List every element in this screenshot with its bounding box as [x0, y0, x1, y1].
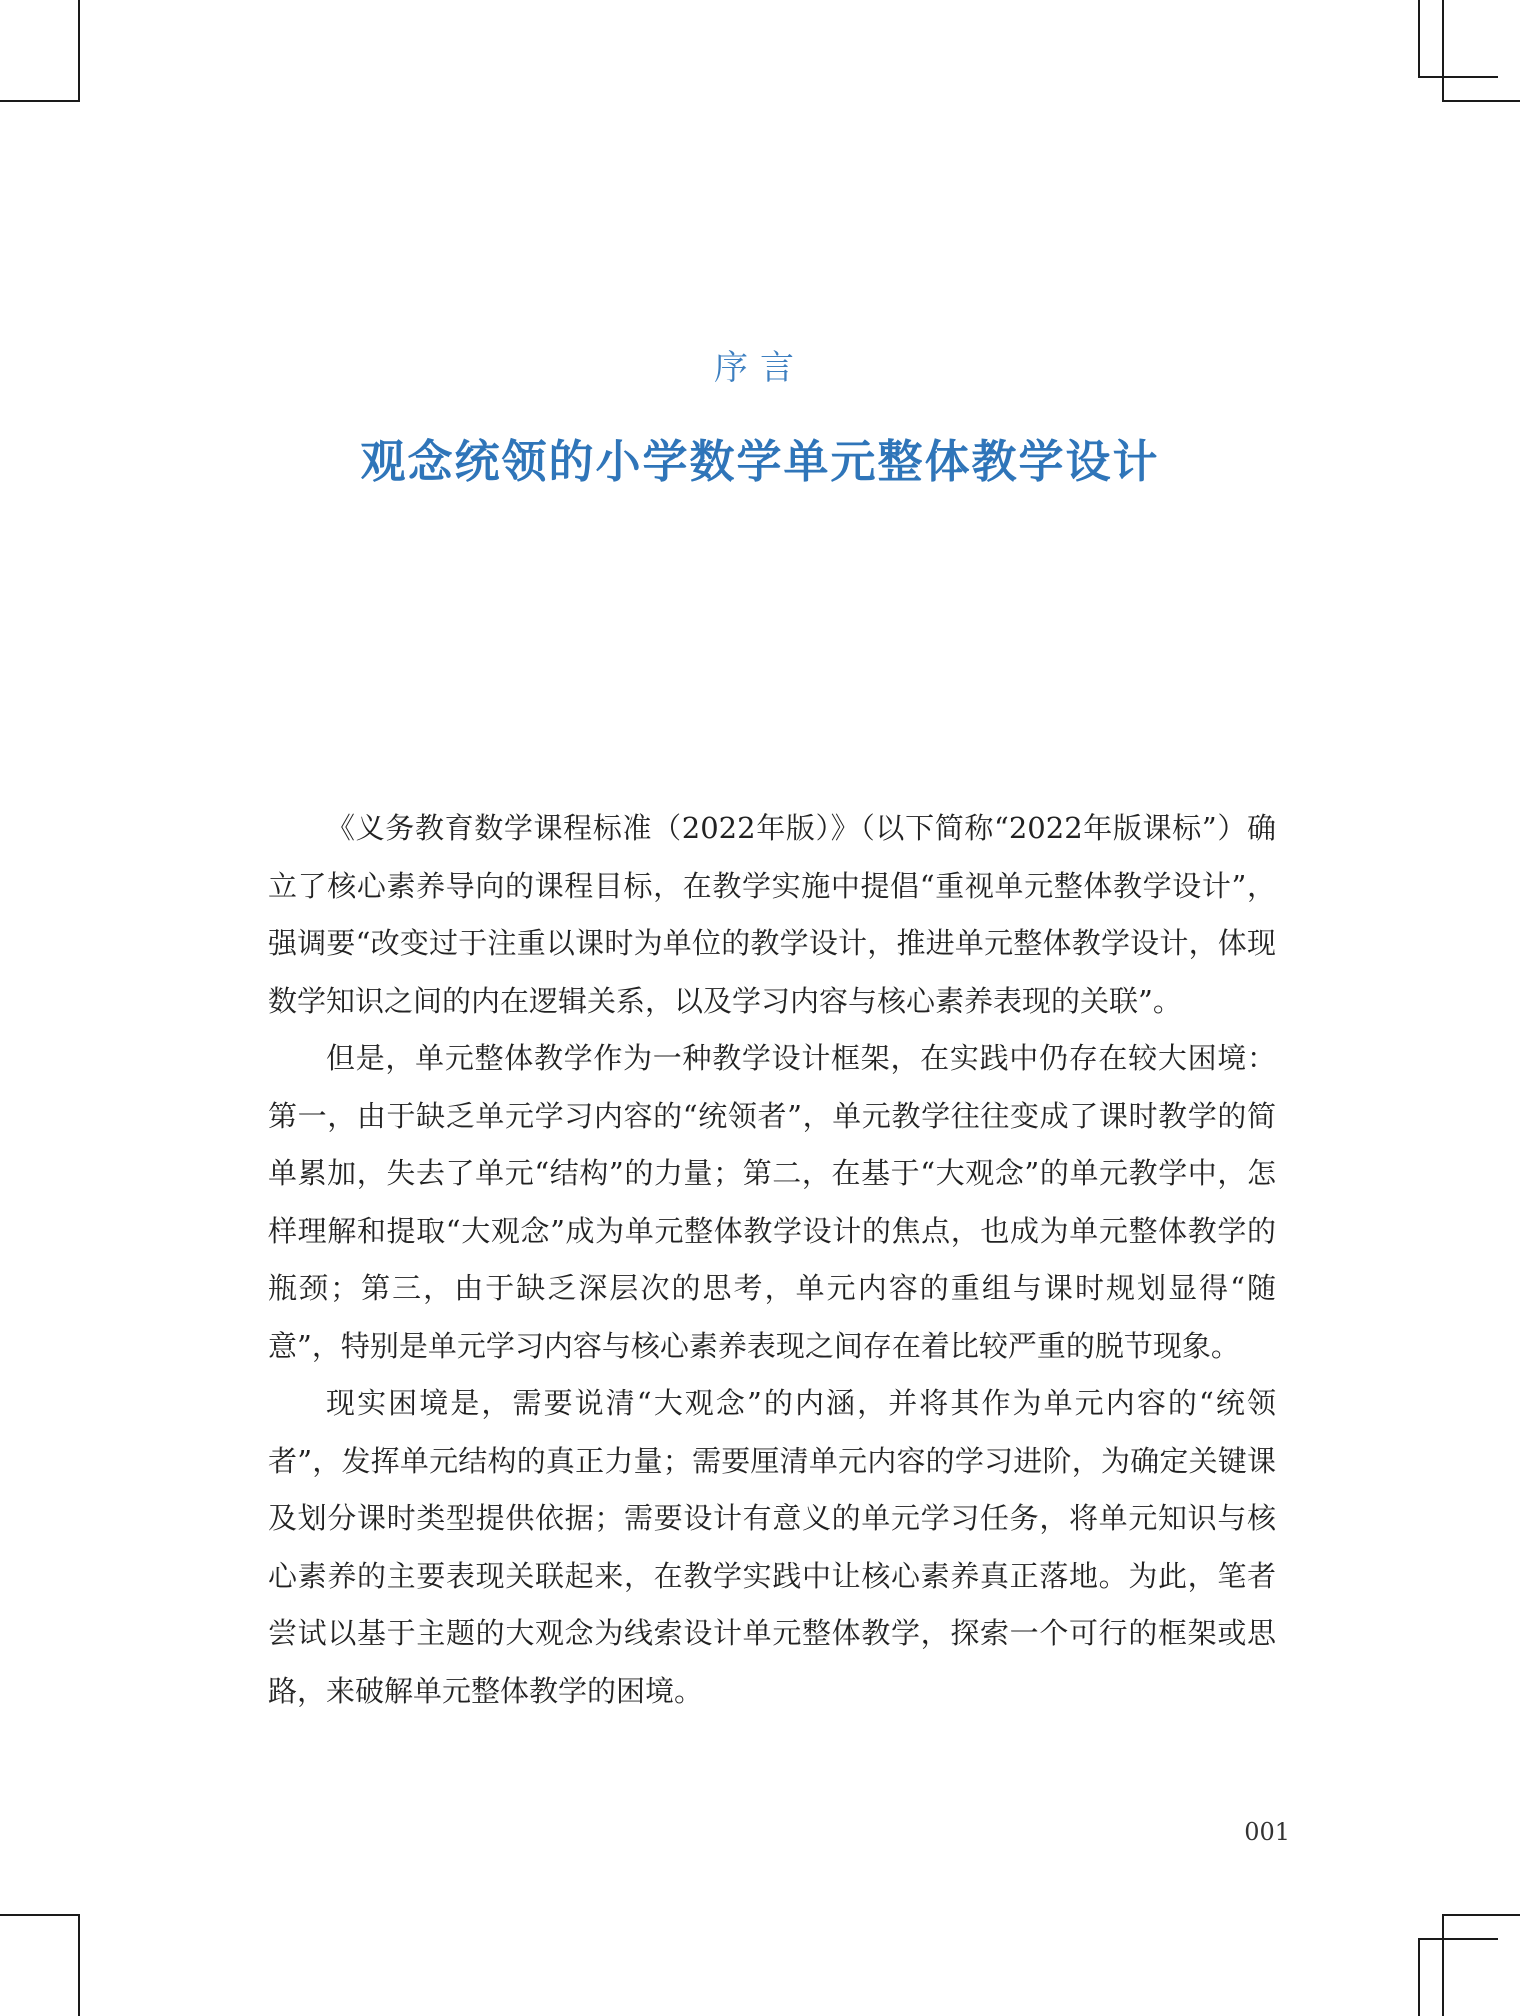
crop-mark-top-left-vertical: [78, 0, 80, 102]
crop-mark-top-left-horizontal: [0, 100, 80, 102]
body-text: [268, 800, 1276, 1720]
paragraph: 《义务教育数学课程标准（2022年版）》（以下简称“2022年版课标”）确立了核心素养导向的课程目标，在教学实施中提倡“重视单元整体教学设计”，强调要“改变过于注重以课时为单位的教学设计，推进单元整体教学设计，体现数学知识之间的内在逻辑关系，以及学习内容与核心素养表现的关联”。: [268, 811, 1276, 1018]
crop-mark-bottom-left-horizontal: [0, 1914, 80, 1916]
page-number: 001: [1244, 1818, 1290, 1846]
crop-mark-top-right-vertical-inner: [1442, 0, 1444, 102]
paragraph: 但是，单元整体教学作为一种教学设计框架，在实践中仍存在较大困境：第一，由于缺乏单元学习内容的“统领者”，单元教学往往变成了课时教学的简单累加，失去了单元“结构”的力量；第二，在基于“大观念”的单元教学中，怎样理解和提取“大观念”成为单元整体教学设计的焦点，也成为单元整体教学的瓶颈；第三，由于缺乏深层次的思考，单元内容的重组与课时规划显得“随意”，特别是单元学习内容与核心素养表现之间存在着比较严重的脱节现象。: [268, 1041, 1276, 1363]
crop-mark-top-right-horizontal-outer: [1418, 76, 1498, 78]
crop-mark-bottom-right-vertical-outer: [1418, 1938, 1420, 2016]
page-title: 观念统领的小学数学单元整体教学设计: [360, 435, 1160, 488]
crop-mark-bottom-right-horizontal-outer: [1418, 1938, 1498, 1940]
crop-mark-bottom-right-horizontal-inner: [1442, 1914, 1520, 1916]
crop-mark-top-right-vertical-outer: [1418, 0, 1420, 78]
crop-mark-bottom-right-vertical-inner: [1442, 1914, 1444, 2016]
section-label: 序言: [714, 348, 806, 388]
paragraph: 现实困境是，需要说清“大观念”的内涵，并将其作为单元内容的“统领者”，发挥单元结构的真正力量；需要厘清单元内容的学习进阶，为确定关键课及划分课时类型提供依据；需要设计有意义的单元学习任务，将单元知识与核心素养的主要表现关联起来，在教学实践中让核心素养真正落地。为此，笔者尝试以基于主题的大观念为线索设计单元整体教学，探索一个可行的框架或思路，来破解单元整体教学的困境。: [268, 1386, 1276, 1708]
crop-mark-top-right-horizontal-inner: [1442, 100, 1520, 102]
crop-mark-bottom-left-vertical: [78, 1914, 80, 2016]
